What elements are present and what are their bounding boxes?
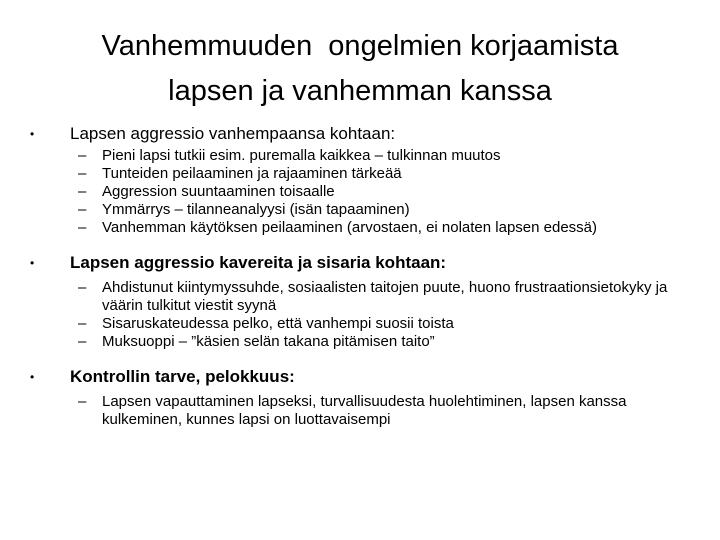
- bullet-marker: •: [30, 256, 35, 270]
- sub-item-text: Tunteiden peilaaminen ja rajaaminen tärkeää: [102, 165, 402, 182]
- sub-list: [70, 393, 690, 429]
- dash-marker: –: [78, 333, 87, 350]
- title-line-1: Vanhemmuuden ongelmien korjaamista: [101, 30, 619, 62]
- sub-list: [70, 279, 690, 351]
- bullet-marker: •: [30, 127, 35, 141]
- sub-item-text: Vanhemman käytöksen peilaaminen (arvostaen, ei nolaten lapsen edessä): [102, 219, 598, 236]
- dash-marker: –: [78, 279, 87, 296]
- sub-item: [70, 393, 690, 429]
- sub-item: [70, 147, 690, 165]
- sub-item-text: Lapsen vapauttaminen lapseksi, turvallisuudesta huolehtiminen, lapsen kanssa kulkeminen, kunnes lapsi on luottavaisempi: [102, 393, 627, 428]
- sub-item: [70, 201, 690, 219]
- bullet-item: [30, 251, 690, 275]
- bullet-heading: Kontrollin tarve, pelokkuus:: [70, 367, 295, 386]
- sub-item: [70, 333, 690, 351]
- dash-marker: –: [78, 147, 87, 164]
- dash-marker: –: [78, 165, 87, 182]
- dash-marker: –: [78, 183, 87, 200]
- sub-item-text: Ahdistunut kiintymyssuhde, sosiaalisten taitojen puute, huono frustraationsietokyky ja väärin tulkitut viestit syynä: [102, 279, 668, 314]
- bullet-heading: Lapsen aggressio kavereita ja sisaria kohtaan:: [70, 253, 447, 272]
- sub-item: [70, 183, 690, 201]
- bullet-marker: •: [30, 370, 35, 384]
- slide-content: [30, 122, 690, 429]
- bullet-item: [30, 122, 690, 146]
- sub-item-text: Muksuoppi – ”käsien selän takana pitämisen taito”: [102, 333, 435, 350]
- sub-list: [70, 147, 690, 237]
- sub-item-text: Ymmärrys – tilanneanalyysi (isän tapaaminen): [102, 201, 410, 218]
- dash-marker: –: [78, 393, 87, 410]
- sub-item-text: Sisaruskateudessa pelko, että vanhempi suosii toista: [102, 315, 454, 332]
- bullet-item: [30, 365, 690, 389]
- bullet-heading: Lapsen aggressio vanhempaansa kohtaan:: [70, 124, 396, 143]
- sub-item-text: Aggression suuntaaminen toisaalle: [102, 183, 335, 200]
- slide-title: [0, 24, 720, 114]
- dash-marker: –: [78, 315, 87, 332]
- sub-item: [70, 165, 690, 183]
- sub-item: [70, 219, 690, 237]
- dash-marker: –: [78, 219, 87, 236]
- title-line-2: lapsen ja vanhemman kanssa: [168, 75, 552, 107]
- sub-item-text: Pieni lapsi tutkii esim. puremalla kaikkea – tulkinnan muutos: [102, 147, 501, 164]
- sub-item: [70, 279, 690, 315]
- sub-item: [70, 315, 690, 333]
- dash-marker: –: [78, 201, 87, 218]
